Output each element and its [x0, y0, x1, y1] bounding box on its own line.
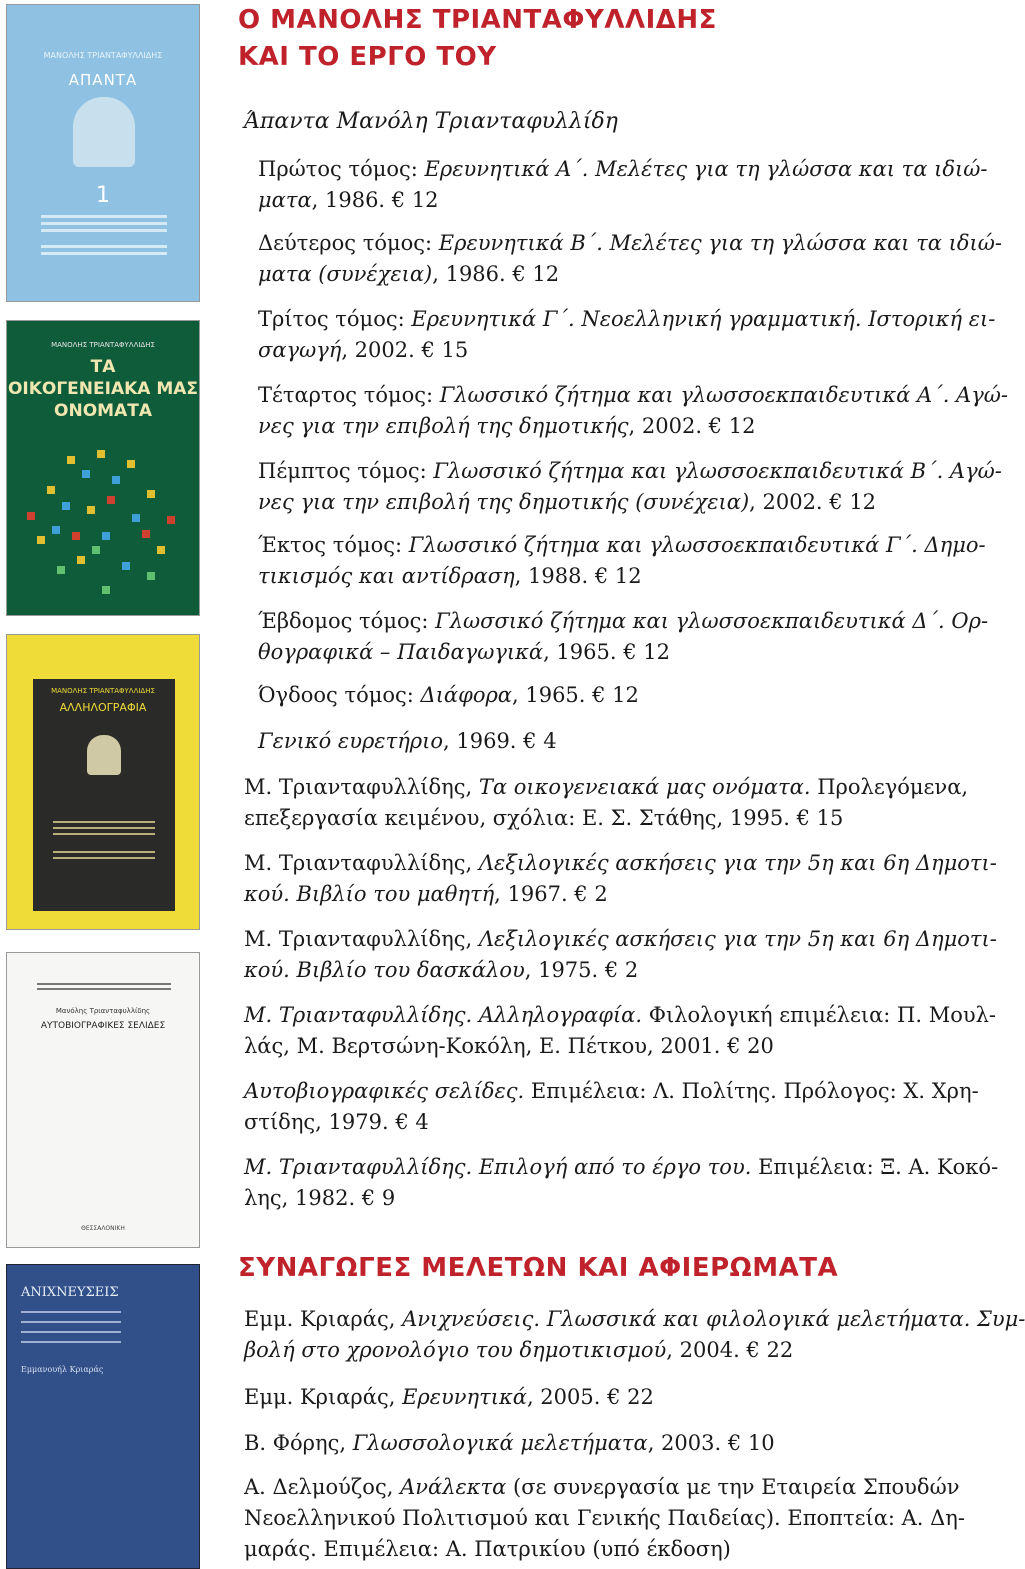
- volume-entry: Έκτος τόμος: Γλωσσικό ζήτημα και γλωσσοεκπαιδευτικά Γ΄. Δημο- τικισμός και αντίδραση, 1988. € 12: [258, 533, 986, 588]
- cover-title: ΑΥΤΟΒΙΟΓΡΑΦΙΚΕΣ ΣΕΛΙΔΕΣ: [40, 1021, 166, 1031]
- work-entry: Μ. Τριανταφυλλίδης, Λεξιλογικές ασκήσεις για την 5η και 6η Δημοτι- κού. Βιβλίο του μαθητή, 1967. € 2: [244, 851, 997, 906]
- cover-text-block: [53, 821, 155, 823]
- portrait-image: [73, 97, 135, 167]
- cover-author: ΜΑΝΟΛΗΣ ΤΡΙΑΝΤΑΦΥΛΛΙΔΗΣ: [51, 687, 155, 695]
- cover-title: ΑΛΛΗΛΟΓΡΑΦΙΑ: [59, 701, 147, 714]
- volume-entry: Πρώτος τόμος: Ερευνητικά Α΄. Μελέτες για τη γλώσσα και τα ιδιώ- ματα, 1986. € 12: [258, 157, 988, 212]
- volume-entry: Πέμπτος τόμος: Γλωσσικό ζήτημα και γλωσσοεκπαιδευτικά Β΄. Αγώ- νες για την επιβολή της δημοτικής (συνέχεια), 2002. € 12: [258, 459, 1002, 514]
- work-entry: Μ. Τριανταφυλλίδης, Τα οικογενειακά μας ονόματα. Προλεγόμενα, επεξεργασία κειμένου, σχόλια: Ε. Σ. Στάθης, 1995. € 15: [244, 775, 969, 830]
- cover-text-block: [21, 1311, 121, 1313]
- heading-line: Ο ΜΑΝΟΛΗΣ ΤΡΙΑΝΤΑΦΥΛΛΙΔΗΣ: [238, 5, 717, 35]
- cover-author: Εμμανουήλ Κριαράς: [21, 1365, 104, 1374]
- cover-author: Μανόλης Τριανταφυλλίδης: [55, 1007, 151, 1015]
- mosaic-tree-image: [7, 436, 201, 606]
- cover-title: ΑΠΑΝΤΑ: [68, 71, 138, 89]
- cover-city: ΘΕΣΣΑΛΟΝΙΚΗ: [81, 1225, 125, 1232]
- cover-title: ΑΝΙΧΝΕΥΣΕΙΣ: [21, 1285, 119, 1300]
- cover-title-line: ΟΙΚΟΓΕΝΕΙΑΚΑ ΜΑΣ: [7, 379, 199, 399]
- work-entry: Μ. Τριανταφυλλίδης, Λεξιλογικές ασκήσεις για την 5η και 6η Δημοτι- κού. Βιβλίο του δασκάλου, 1975. € 2: [244, 927, 997, 982]
- index-entry: Γενικό ευρετήριο, 1969. € 4: [258, 729, 557, 753]
- work-entry: Αυτοβιογραφικές σελίδες. Επιμέλεια: Λ. Πολίτης. Πρόλογος: Χ. Χρη- στίδης, 1979. € 4: [244, 1079, 979, 1134]
- cover-text-block: [37, 983, 171, 985]
- cover-title-line: ΤΑ: [90, 357, 116, 377]
- collection-entry: Εμμ. Κριαράς, Ανιχνεύσεις. Γλωσσικά και φιλολογικά μελετήματα. Συμ- βολή στο χρονολόγιο του δημοτικισμού, 2004. € 22: [244, 1307, 1025, 1362]
- collection-entry: Β. Φόρης, Γλωσσολογικά μελετήματα, 2003. € 10: [244, 1431, 775, 1455]
- cover-allilografia: [6, 634, 200, 930]
- cover-anichnefseis: [6, 1264, 200, 1569]
- portrait-image: [87, 735, 121, 775]
- volume-entry: Όγδοος τόμος: Διάφορα, 1965. € 12: [258, 683, 639, 707]
- volume-entry: Έβδομος τόμος: Γλωσσικό ζήτημα και γλωσσοεκπαιδευτικά Δ΄. Ορ- θογραφικά – Παιδαγωγικά, 1965. € 12: [258, 609, 989, 664]
- cover-aftoviografikes: [6, 952, 200, 1248]
- work-entry: Μ. Τριανταφυλλίδης. Επιλογή από το έργο του. Επιμέλεια: Ξ. Α. Κοκό- λης, 1982. € 9: [244, 1155, 999, 1210]
- cover-text-block: [41, 215, 167, 218]
- cover-author: ΜΑΝΟΛΗΣ ΤΡΙΑΝΤΑΦΥΛΛΙΔΗΣ: [43, 51, 163, 60]
- work-entry: Μ. Τριανταφυλλίδης. Αλληλογραφία. Φιλολογική επιμέλεια: Π. Μουλ- λάς, Μ. Βερτσώνη-Κοκόλη, Ε. Πέτκου, 2001. € 20: [244, 1003, 997, 1058]
- cover-oikogeneiaka: [6, 320, 200, 616]
- apanta-title: Άπαντα Μανόλη Τριανταφυλλίδη: [244, 109, 618, 134]
- collection-entry: Α. Δελμούζος, Ανάλεκτα (σε συνεργασία με την Εταιρεία Σπουδών Νεοελληνικού Πολιτισμού και Γενικής Παιδείας). Εποπτεία: Α. Δη- μαράς. Επιμέλεια: Α. Πατρικίου (υπό έκδοση): [244, 1475, 965, 1561]
- volume-entry: Τέταρτος τόμος: Γλωσσικό ζήτημα και γλωσσοεκπαιδευτικά Α΄. Αγώ- νες για την επιβολή της δημοτικής, 2002. € 12: [258, 383, 1008, 438]
- volume-entry: Δεύτερος τόμος: Ερευνητικά Β΄. Μελέτες για τη γλώσσα και τα ιδιώ- ματα (συνέχεια), 1986. € 12: [258, 231, 1002, 286]
- volume-entry: Τρίτος τόμος: Ερευνητικά Γ΄. Νεοελληνική γραμματική. Ιστορική ει- σαγωγή, 2002. € 15: [258, 307, 996, 362]
- collection-entry: Εμμ. Κριαράς, Ερευνητικά, 2005. € 22: [244, 1385, 654, 1409]
- cover-author: ΜΑΝΟΛΗΣ ΤΡΙΑΝΤΑΦΥΛΛΙΔΗΣ: [51, 341, 155, 349]
- heading-line: ΚΑΙ ΤΟ ΕΡΓΟ ΤΟΥ: [238, 42, 497, 72]
- cover-volume-number: 1: [96, 183, 110, 208]
- section-heading-synagoges: ΣΥΝΑΓΩΓΕΣ ΜΕΛΕΤΩΝ ΚΑΙ ΑΦΙΕΡΩΜΑΤΑ: [238, 1253, 839, 1283]
- cover-title-line: ΟΝΟΜΑΤΑ: [54, 401, 152, 421]
- cover-apanta: [6, 4, 200, 302]
- section-heading-triantafyllidis: [238, 2, 717, 76]
